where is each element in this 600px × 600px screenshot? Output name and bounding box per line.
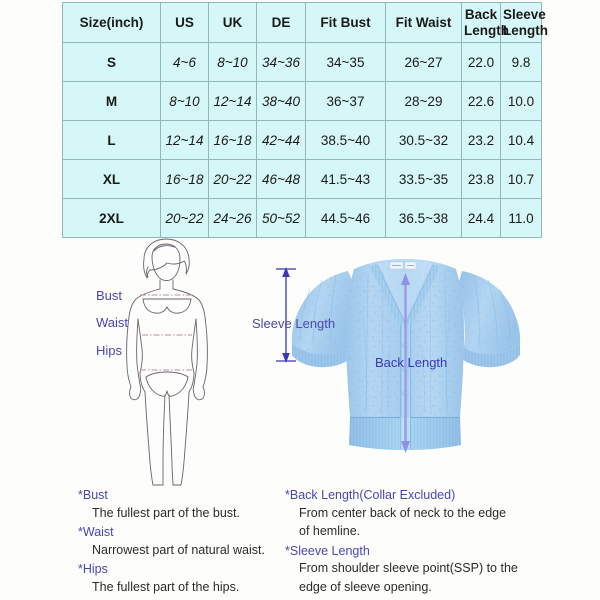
- cell-fit-waist: 30.5~32: [386, 121, 462, 160]
- legend-term-back-length: *Back Length(Collar Excluded): [285, 488, 456, 502]
- body-label-waist: Waist: [96, 315, 129, 330]
- legend-area: [0, 487, 600, 600]
- cell-us: 16~18: [161, 160, 209, 199]
- column-header-us: US: [161, 3, 209, 43]
- cell-size: L: [63, 121, 161, 160]
- column-header-size: Size(inch): [63, 3, 161, 43]
- legend-desc-bust: The fullest part of the bust.: [92, 505, 240, 520]
- column-header-fit-waist: Fit Waist: [386, 3, 462, 43]
- body-label-hips: Hips: [96, 343, 123, 358]
- legend-term-waist: *Waist: [78, 525, 114, 539]
- table-row: [63, 121, 542, 160]
- cell-back-length: 23.8: [462, 160, 501, 199]
- column-header-uk: UK: [209, 3, 257, 43]
- body-label-bust: Bust: [96, 288, 123, 303]
- cell-us: 20~22: [161, 199, 209, 238]
- cell-us: 8~10: [161, 82, 209, 121]
- cell-uk: 8~10: [209, 43, 257, 82]
- cell-fit-bust: 44.5~46: [306, 199, 386, 238]
- legend-term-bust: *Bust: [78, 488, 108, 502]
- cell-back-length: 24.4: [462, 199, 501, 238]
- cell-sleeve-length: 10.0: [501, 82, 542, 121]
- cell-uk: 12~14: [209, 82, 257, 121]
- legend-term-sleeve-length: *Sleeve Length: [285, 543, 370, 558]
- legend-desc-waist: Narrowest part of natural waist.: [92, 542, 265, 557]
- table-row: [63, 160, 542, 199]
- cell-fit-bust: 38.5~40: [306, 121, 386, 160]
- table-row: [63, 82, 542, 121]
- cell-back-length: 22.0: [462, 43, 501, 82]
- garment-label-back-length: Back Length: [375, 355, 448, 370]
- cell-de: 42~44: [257, 121, 306, 160]
- column-header-de: DE: [257, 3, 306, 43]
- cell-sleeve-length: 9.8: [501, 43, 542, 82]
- garment-label-sleeve-length: Sleeve Length: [252, 316, 336, 331]
- legend-desc-hips: The fullest part of the hips.: [92, 579, 240, 594]
- cell-uk: 16~18: [209, 121, 257, 160]
- legend-desc-sleeve-length: From shoulder sleeve point(SSP) to the: [299, 561, 518, 575]
- size-chart-container: [62, 2, 548, 237]
- column-header-fit-bust: Fit Bust: [306, 3, 386, 43]
- cell-de: 34~36: [257, 43, 306, 82]
- legend-term-hips: *Hips: [78, 562, 108, 576]
- cell-fit-bust: 34~35: [306, 43, 386, 82]
- cell-sleeve-length: 11.0: [501, 199, 542, 238]
- measurement-diagram-area: [0, 237, 600, 487]
- column-header-sleeve-length: Sleeve Length: [501, 3, 542, 43]
- column-header-back-length: Back Length: [462, 3, 501, 43]
- cell-size: XL: [63, 160, 161, 199]
- cell-us: 12~14: [161, 121, 209, 160]
- table-row: [63, 199, 542, 238]
- cell-fit-waist: 26~27: [386, 43, 462, 82]
- cell-de: 46~48: [257, 160, 306, 199]
- cell-fit-waist: 28~29: [386, 82, 462, 121]
- legend-body-measurements: [78, 487, 288, 598]
- table-row: [63, 43, 542, 82]
- cell-size: S: [63, 43, 161, 82]
- legend-desc-back-length-cont: of hemline.: [299, 524, 361, 538]
- cell-back-length: 23.2: [462, 121, 501, 160]
- cell-sleeve-length: 10.7: [501, 160, 542, 199]
- cell-uk: 20~22: [209, 160, 257, 199]
- cell-fit-bust: 36~37: [306, 82, 386, 121]
- legend-garment-measurements: [285, 487, 585, 598]
- cell-back-length: 22.6: [462, 82, 501, 121]
- cell-de: 50~52: [257, 199, 306, 238]
- cell-fit-waist: 33.5~35: [386, 160, 462, 199]
- cell-de: 38~40: [257, 82, 306, 121]
- cell-fit-waist: 36.5~38: [386, 199, 462, 238]
- cell-size: M: [63, 82, 161, 121]
- cell-uk: 24~26: [209, 199, 257, 238]
- size-chart-table: [62, 2, 548, 238]
- cell-us: 4~6: [161, 43, 209, 82]
- cell-fit-bust: 41.5~43: [306, 160, 386, 199]
- table-header-row: [63, 3, 542, 43]
- legend-desc-sleeve-length-cont: edge of sleeve opening.: [299, 579, 432, 594]
- cell-sleeve-length: 10.4: [501, 121, 542, 160]
- legend-desc-back-length: From center back of neck to the edge: [299, 505, 507, 520]
- cell-size: 2XL: [63, 199, 161, 238]
